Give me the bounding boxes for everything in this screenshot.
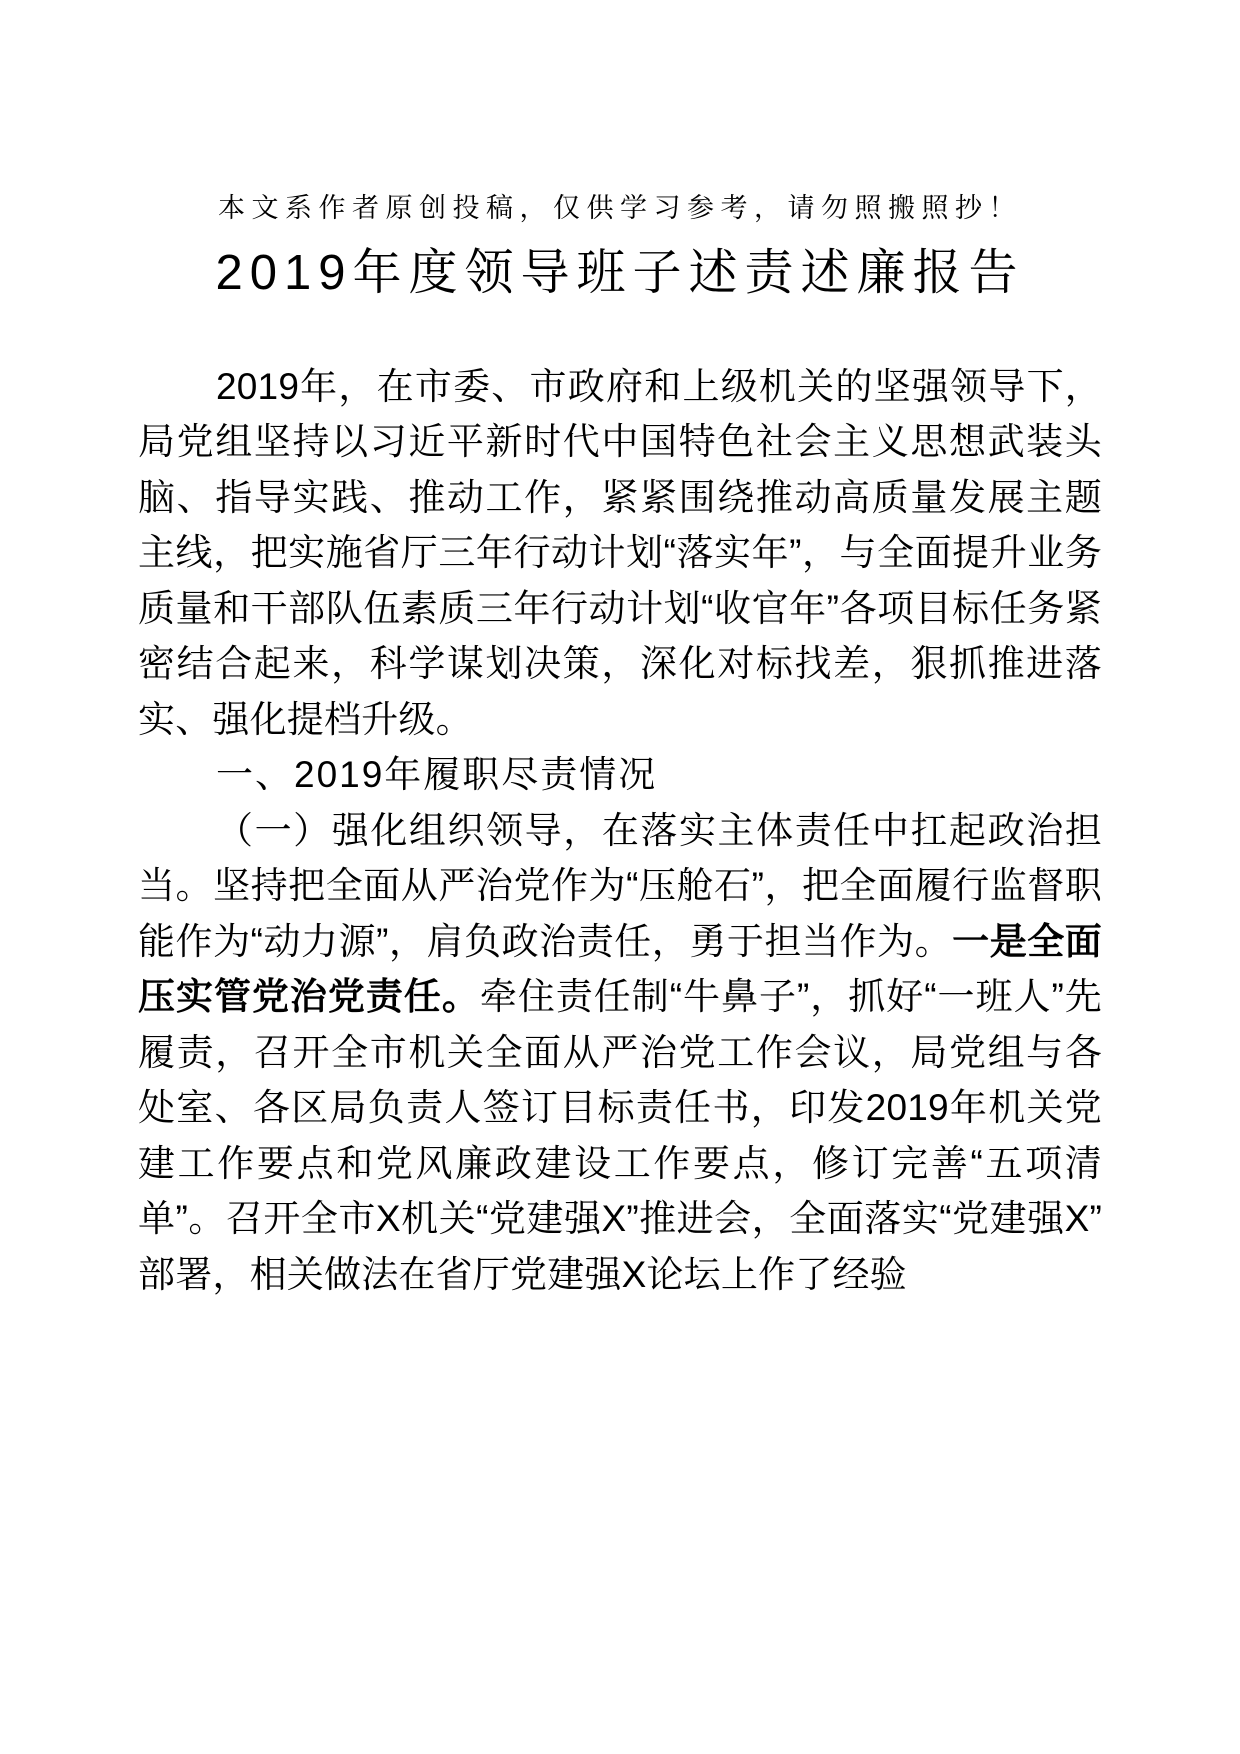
subsection-text-part-a: （一）强化组织领导，在落实主体责任中扛起政治担当。坚持把全面从严治党作为“压舱石”，把全面履行监督职能作为“动力源”，肩负政治责任，勇于担当作为。 xyxy=(138,809,1102,962)
section-heading-one: 一、2019年履职尽责情况 xyxy=(216,754,658,796)
subsection-text-part-b: 牵住责任制“牛鼻子”，抓好“一班人”先履责，召开全市机关全面从严治党工作会议，局党组与各处室、各区局负责人签订目标责任书，印发2019年机关党建工作要点和党风廉政建设工作要点，修订完善“五项清单”。召开全市X机关“党建强X”推进会，全面落实“党建强X”部署，相关做法在省厅党建强X论坛上作了经验 xyxy=(138,976,1102,1295)
document-body xyxy=(138,307,1102,1303)
copyright-notice: 本文系作者原创投稿，仅供学习参考，请勿照搬照抄！ xyxy=(218,193,1022,223)
page-content xyxy=(138,0,1102,1302)
subsection-bold-lead: 一是全面压实管党治党责任。 xyxy=(138,920,1102,1018)
paragraph-intro: 2019年，在市委、市政府和上级机关的坚强领导下，局党组坚持以习近平新时代中国特色社会主义思想武装头脑、指导实践、推动工作，紧紧围绕推动高质量发展主题主线，把实施省厅三年行动计划“落实年”，与全面提升业务质量和干部队伍素质三年行动计划“收官年”各项目标任务紧密结合起来，科学谋划决策，深化对标找差，狠抓推进落实、强化提档升级。 xyxy=(138,365,1102,740)
paragraph-subsection-one xyxy=(138,803,1102,1303)
document-title: 2019年度领导班子述责述廉报告 xyxy=(215,246,1025,301)
